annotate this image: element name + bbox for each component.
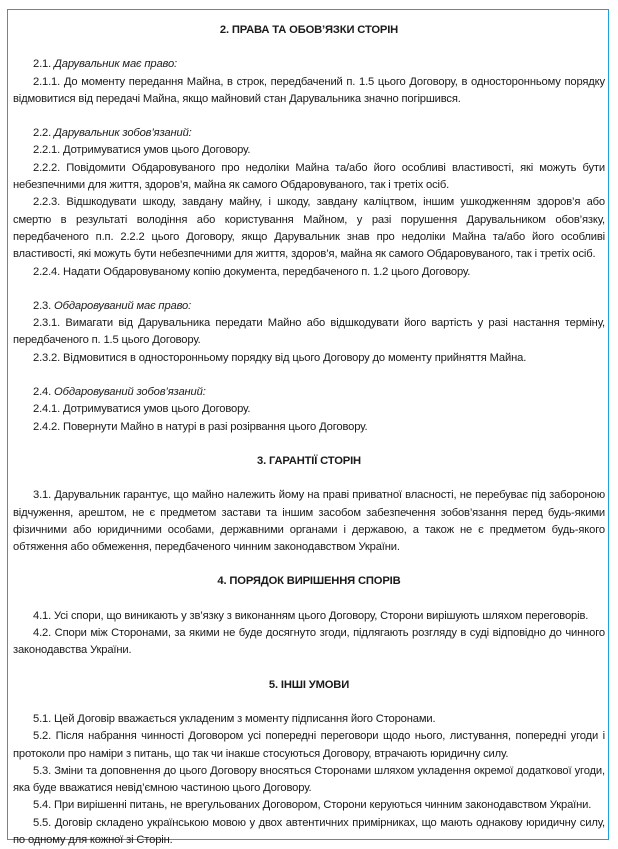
clause-number: 2.4.	[33, 386, 52, 399]
clause-number: 2.3.	[33, 299, 52, 312]
section-heading-3: 3. ГАРАНТІЇ СТОРІН	[257, 454, 361, 467]
clause-2-4-heading	[13, 384, 605, 401]
clause-title: Обдаровуваний має право:	[54, 299, 192, 312]
clause-5-1: 5.1. Цей Договір вважається укладеним з моменту підписання його Сторонами.	[33, 712, 436, 725]
section-heading-2: 2. ПРАВА ТА ОБОВ’ЯЗКИ СТОРІН	[219, 24, 399, 36]
clause-5-4: 5.4. При вирішенні питань, не врегульованих Договором, Сторони керуються чинним законодавством України.	[33, 799, 592, 812]
clause-2-1-heading	[13, 56, 605, 73]
clause-2-2-1: 2.2.1. Дотримуватися умов цього Договору.	[33, 144, 251, 157]
clause-2-3-2: 2.3.2. Відмовитися в односторонньому порядку від цього Договору до моменту прийняття Майна.	[33, 351, 527, 364]
clause-2-4-2: 2.4.2. Повернути Майно в натурі в разі розірвання цього Договору.	[33, 420, 368, 433]
clause-2-2-heading	[13, 125, 605, 142]
clause-title: Дарувальник зобов’язаний:	[54, 127, 192, 140]
clause-3-1: 3.1. Дарувальник гарантує, що майно належить йому на праві приватної власності, не перебуває під забороною відчуження, арештом, не є предметом застави та іншим засобом забезпечення зобов’язання перед будь-якими фізичними або юридичними особами, державними органами і державою, а також не є предметом будь-якого обтяження або обмеження, передбаченого чинним законодавством України.	[13, 489, 605, 554]
clause-4-1: 4.1. Усі спори, що виникають у зв’язку з виконанням цього Договору, Сторони вирішують шляхом переговорів.	[33, 609, 589, 622]
clause-5-5: 5.5. Договір складено українською мовою у двох автентичних примірниках, що мають однакову юридичну силу, по одному для кожної зі Сторін.	[13, 816, 605, 846]
clause-5-2: 5.2. Після набрання чинності Договором усі попередні переговори щодо нього, листування, попередні угоди і протоколи про наміри з питань, що так чи інакше стосуються Договору, втрачають юридичну силу.	[13, 730, 605, 760]
clause-title: Дарувальник має право:	[54, 58, 177, 71]
clause-2-2-2: 2.2.2. Повідомити Обдаровуваного про недоліки Майна та/або його особливі властивості, які можуть бути небезпечними для життя, здоров’я, майна як самого Обдаровуваного, так і третіх осіб.	[13, 161, 605, 192]
clause-5-3: 5.3. Зміни та доповнення до цього Договору вносяться Сторонами шляхом укладення окремої додаткової угоди, яка буде вважатися невід’ємною частиною цього Договору.	[13, 764, 605, 795]
clause-2-3-heading	[13, 298, 605, 315]
clause-2-2-4: 2.2.4. Надати Обдаровуваному копію документа, передбаченого п. 1.2 цього Договору.	[33, 265, 471, 278]
section-heading-5: 5. ІНШІ УМОВИ	[268, 678, 350, 691]
clause-title: Обдаровуваний зобов’язаний:	[54, 386, 206, 399]
clause-4-2: 4.2. Спори між Сторонами, за якими не буде досягнуто згоди, підлягають розгляду в суді відповідно до чинного законодавства України.	[13, 627, 605, 657]
document-body	[13, 22, 605, 849]
clause-number: 2.2.	[33, 127, 52, 140]
clause-number: 2.1.	[33, 58, 52, 71]
section-heading-4: 4. ПОРЯДОК ВИРІШЕННЯ СПОРІВ	[217, 575, 401, 588]
clause-2-3-1: 2.3.1. Вимагати від Дарувальника передати Майно або відшкодувати його вартість у разі настання терміну, передбаченого п. 1.5 цього Договору.	[13, 317, 605, 347]
clause-2-4-1: 2.4.1. Дотримуватися умов цього Договору.	[33, 403, 251, 416]
clause-2-2-3: 2.2.3. Відшкодувати шкоду, завдану майну, і шкоду, завдану каліцтвом, іншим ушкодженням здоров’я або смертю в результаті володіння або користування Майном, у разі порушення Дарувальником обов’язку, передбаченого п.п. 2.2.2 цього Договору, якщо Дарувальник знав про недоліки Майна та/або його особливі властивості, які можуть бути небезпечними для життя, здоров’я, майна як самого Обдаровуваного, так і третіх осіб.	[13, 196, 605, 261]
clause-2-1-1: 2.1.1. До моменту передання Майна, в строк, передбачений п. 1.5 цього Договору, в односторонньому порядку відмовитися від передачі Майна, якщо майновий стан Дарувальника значно погіршився.	[13, 75, 605, 105]
